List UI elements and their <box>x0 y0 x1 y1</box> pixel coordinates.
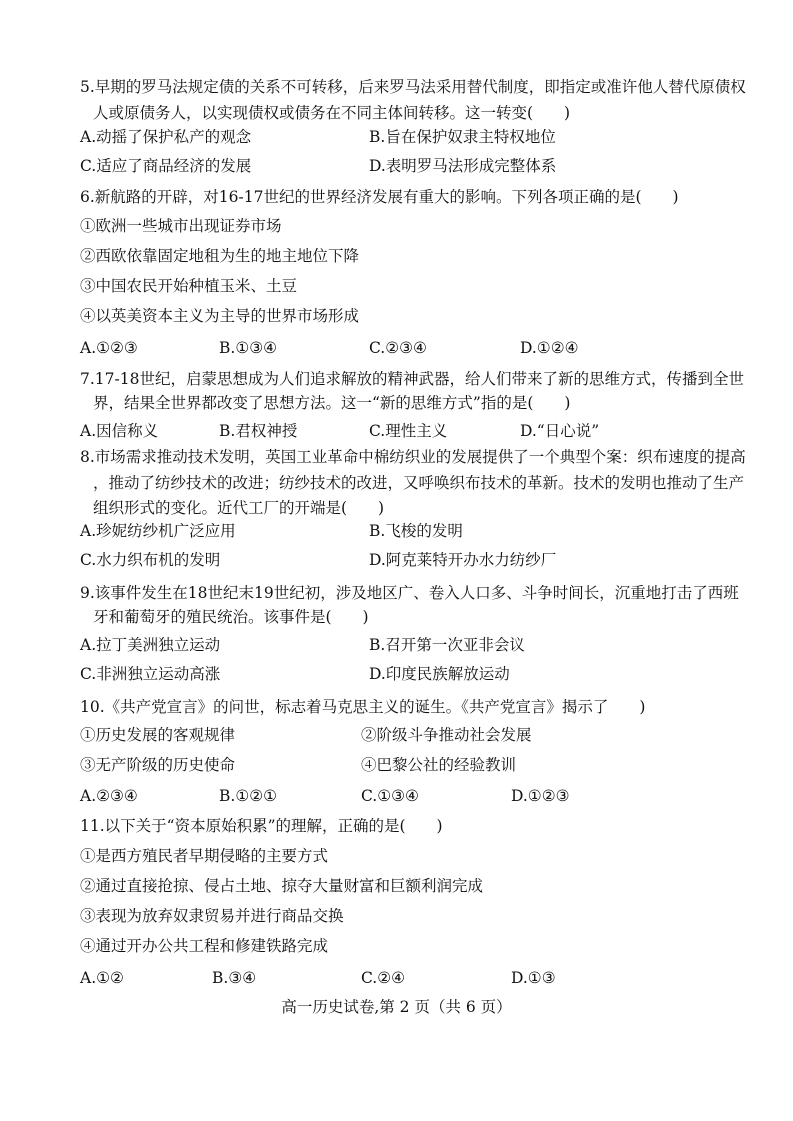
q8-option-c: C.水力织布机的发明 <box>80 551 221 569</box>
q10-stem: 10.《共产党宣言》的问世，标志着马克思主义的诞生。《共产党宣言》揭示了 ) <box>80 698 646 716</box>
q11-option-a: A.①② <box>80 969 124 987</box>
q11-item-4: ④通过开办公共工程和修建铁路完成 <box>80 937 329 955</box>
q7-option-a: A.因信称义 <box>80 422 159 440</box>
q6-stem: 6.新航路的开辟，对16-17世纪的世界经济发展有重大的影响。下列各项正确的是( ) <box>80 188 679 206</box>
q9-option-d: D.印度民族解放运动 <box>369 665 510 683</box>
q9-stem-line-2: 牙和葡萄牙的殖民统治。该事件是( ) <box>93 608 369 626</box>
q10-option-a: A.②③④ <box>80 787 138 805</box>
q9-option-c: C.非洲独立运动高涨 <box>80 665 221 683</box>
q7-stem-line-2: 界，结果全世界都改变了思想方法。这一“新的思维方式”指的是( ) <box>93 394 571 412</box>
q6-item-3: ③中国农民开始种植玉米、土豆 <box>80 277 298 295</box>
q8-option-d: D.阿克莱特开办水力纺纱厂 <box>369 551 557 569</box>
q5-option-c: C.适应了商品经济的发展 <box>80 157 252 175</box>
q10-option-c: C.①③④ <box>361 787 419 805</box>
q6-option-c: C.②③④ <box>369 339 427 357</box>
q6-option-b: B.①③④ <box>219 339 278 357</box>
q6-option-d: D.①②④ <box>520 339 579 357</box>
q7-option-b: B.君权神授 <box>219 422 298 440</box>
q5-option-a: A.动摇了保护私产的观念 <box>80 128 252 146</box>
page-footer: 高一历史试卷,第 2 页（共 6 页） <box>281 998 512 1016</box>
q11-stem: 11.以下关于“资本原始积累”的理解，正确的是( ) <box>80 817 443 835</box>
q8-stem-line-1: 8.市场需求推动技术发明，英国工业革命中棉纺织业的发展提供了一个典型个案：织布速度的提高 <box>80 448 746 466</box>
q5-option-d: D.表明罗马法形成完整体系 <box>369 157 557 175</box>
q11-item-1: ①是西方殖民者早期侵略的主要方式 <box>80 847 329 865</box>
q11-option-c: C.②④ <box>361 969 406 987</box>
q10-option-b: B.①②① <box>219 787 278 805</box>
q6-item-4: ④以英美资本主义为主导的世界市场形成 <box>80 307 360 325</box>
q10-item-4: ④巴黎公社的经验教训 <box>361 756 517 774</box>
q5-stem-line-1: 5.早期的罗马法规定债的关系不可转移，后来罗马法采用替代制度，即指定或准许他人替代原债权 <box>80 78 746 96</box>
q7-option-d: D.“日心说” <box>520 422 600 440</box>
q10-item-1: ①历史发展的客观规律 <box>80 726 236 744</box>
q10-option-d: D.①②③ <box>511 787 570 805</box>
q6-item-1: ①欧洲一些城市出现证券市场 <box>80 217 282 235</box>
q8-option-a: A.珍妮纺纱机广泛应用 <box>80 522 236 540</box>
q5-stem-line-2: 人或原债务人，以实现债权或债务在不同主体间转移。这一转变( ) <box>93 104 571 122</box>
q10-item-3: ③无产阶级的历史使命 <box>80 756 236 774</box>
q9-option-b: B.召开第一次亚非会议 <box>369 636 525 654</box>
q8-stem-line-2: ，推动了纺纱技术的改进；纺纱技术的改进，又呼唤织布技术的革新。技术的发明也推动了生产 <box>93 474 745 492</box>
q6-option-a: A.①②③ <box>80 339 138 357</box>
q7-option-c: C.理性主义 <box>369 422 448 440</box>
q11-option-d: D.①③ <box>511 969 556 987</box>
q11-item-2: ②通过直接抢掠、侵占土地、掠夺大量财富和巨额利润完成 <box>80 877 484 895</box>
q7-stem-line-1: 7.17-18世纪，启蒙思想成为人们追求解放的精神武器，给人们带来了新的思维方式，传播到全世 <box>80 370 744 388</box>
q6-item-2: ②西欧依靠固定地租为生的地主地位下降 <box>80 247 360 265</box>
q9-stem-line-1: 9.该事件发生在18世纪末19世纪初，涉及地区广、卷入人口多、斗争时间长，沉重地打击了西班 <box>80 584 739 602</box>
q11-option-b: B.③④ <box>212 969 257 987</box>
q8-option-b: B.飞梭的发明 <box>369 522 463 540</box>
q9-option-a: A.拉丁美洲独立运动 <box>80 636 221 654</box>
q5-option-b: B.旨在保护奴隶主特权地位 <box>369 128 556 146</box>
q11-item-3: ③表现为放弃奴隶贸易并进行商品交换 <box>80 907 344 925</box>
q8-stem-line-3: 组织形式的变化。近代工厂的开端是( ) <box>93 499 385 517</box>
q10-item-2: ②阶级斗争推动社会发展 <box>361 726 532 744</box>
